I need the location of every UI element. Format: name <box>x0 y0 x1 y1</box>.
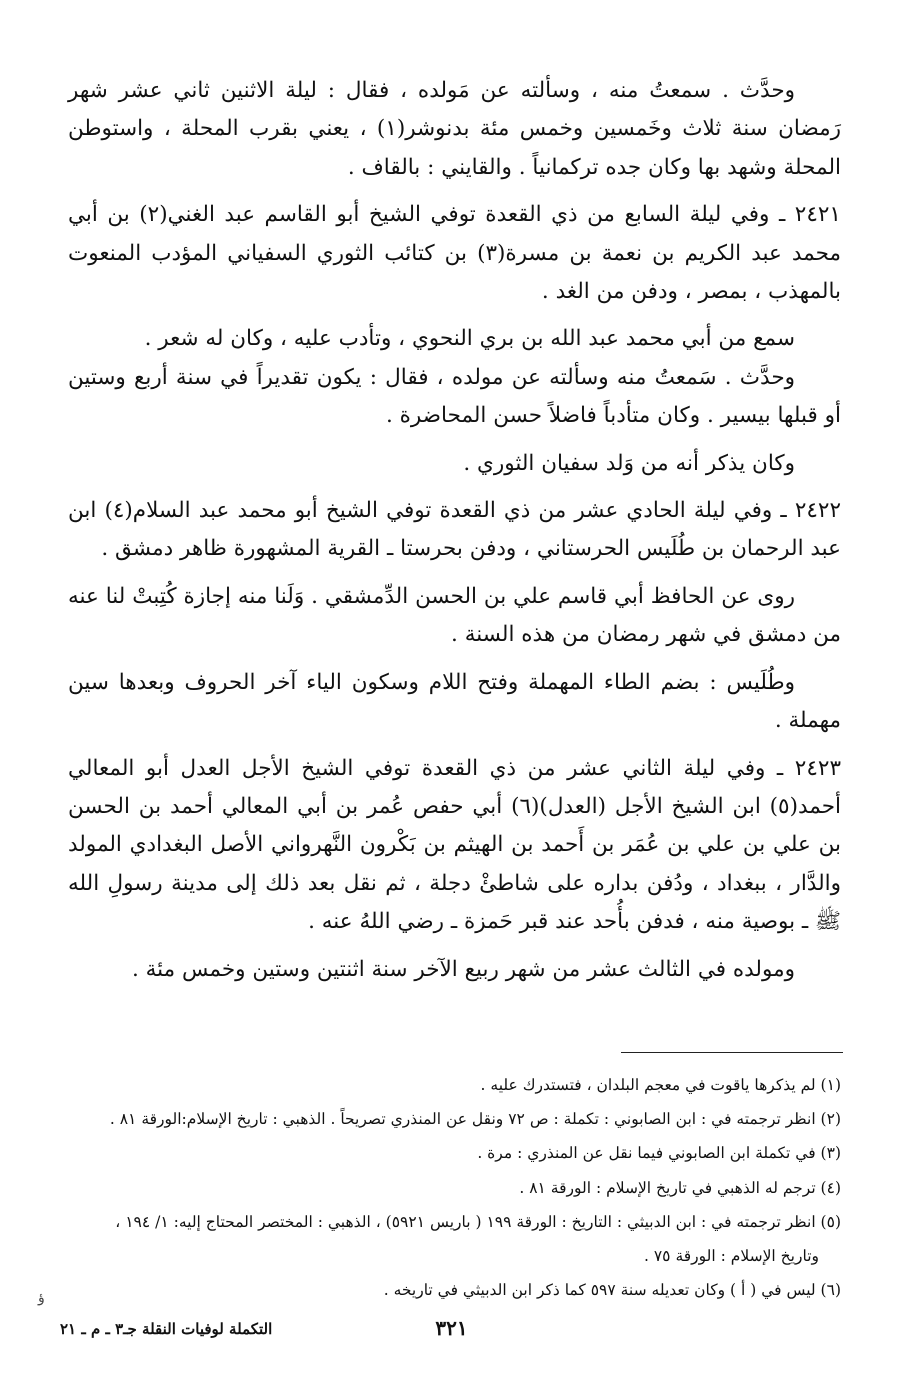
paragraph-2422-narration: روى عن الحافظ أبي قاسم علي بن الحسن الدِّمشقي . وَلَنا منه إجازة كُتِبتْ لنا عنه من دمشق في شهر رمضان من هذه السنة . <box>68 583 841 648</box>
footnote-3: (٣) في تكملة ابن الصابوني فيما نقل عن المنذري : مرة . <box>477 1144 841 1163</box>
main-text <box>68 72 841 998</box>
page-footer <box>60 1318 843 1348</box>
paragraph-continuation: وحدَّث . سمعتُ منه ، وسألته عن مَولده ، فقال : ليلة الاثنين ثاني عشر شهر رَمضان سنة ثلاث وخَمسين وخمس مئة بدنوشر(١) ، يعني بقرب المحلة ، واستوطن المحلة وشهد بها وكان جده تركمانياً . والقايني : بالقاف . <box>68 78 842 180</box>
entry-2422: ٢٤٢٢ ـ وفي ليلة الحادي عشر من ذي القعدة توفي الشيخ أبو محمد عبد السلام(٤) ابن عبد الرحمان بن طُلَيس الحرستاني ، ودفن بحرستا ـ القرية المشهورة ظاهر دمشق . <box>68 498 842 562</box>
footnotes <box>62 1068 841 1307</box>
entry-2421: ٢٤٢١ ـ وفي ليلة السابع من ذي القعدة توفي الشيخ أبو القاسم عبد الغني(٢) بن أبي محمد عبد الكريم بن نعمة بن مسرة(٣) بن كتائب الثوري السفياني المؤدب المنعوت بالمهذب ، بمصر ، ودفن من الغد . <box>68 202 841 305</box>
paragraph-2421-birth: وحدَّث . سَمعتُ منه وسألته عن مولده ، فقال : يكون تقديراً في سنة أربع وستين أو قبلها بيسير . وكان متأدباً فاضلاً حسن المحاضرة . <box>68 364 841 429</box>
footnote-5-continuation: وتاريخ الإسلام : الورقة ٧٥ . <box>644 1247 819 1266</box>
footnote-4: (٤) ترجم له الذهبي في تاريخ الإسلام : الورقة ٨١ . <box>519 1178 841 1197</box>
paragraph-2422-spelling: وطُلَيس : بضم الطاء المهملة وفتح اللام وسكون الياء آخر الحروف وبعدها سين مهملة . <box>68 669 841 734</box>
paragraph-2421-teachers: سمع من أبي محمد عبد الله بن بري النحوي ، وتأدب عليه ، وكان له شعر . <box>144 326 795 352</box>
footnote-separator <box>621 1052 843 1053</box>
running-title: التكملة لوفيات النقلة جـ٣ ـ م ـ ٢١ <box>60 1320 273 1338</box>
margin-mark: ؤ <box>38 1290 45 1306</box>
paragraph-2423-birth: ومولده في الثالث عشر من شهر ربيع الآخر سنة اثنتين وستين وخمس مئة . <box>131 956 795 982</box>
footnote-1: (١) لم يذكرها ياقوت في معجم البلدان ، فتستدرك عليه . <box>480 1076 841 1094</box>
paragraph-2421-lineage: وكان يذكر أنه من وَلد سفيان الثوري . <box>463 450 795 476</box>
footnote-2: (٢) انظر ترجمته في : ابن الصابوني : تكملة : ص ٧٢ ونقل عن المنذري تصريحاً . الذهبي : تاريخ الإسلام:الورقة ٨١ . <box>109 1110 841 1129</box>
page-number: ٣٢١ <box>435 1316 468 1340</box>
footnote-5: (٥) انظر ترجمته في : ابن الدبيثي : التاريخ : الورقة ١٩٩ ( باريس ٥٩٢١) ، الذهبي : المختصر المحتاج إليه: ١/ ١٩٤ ، <box>115 1212 841 1231</box>
footnote-6: (٦) ليس في ( أ ) وكان تعديله سنة ٥٩٧ كما ذكر ابن الدبيثي في تاريخه . <box>383 1281 841 1300</box>
entry-2423: ٢٤٢٣ ـ وفي ليلة الثاني عشر من ذي القعدة توفي الشيخ الأجل العدل أبو المعالي أحمد(٥) ابن الشيخ الأجل (العدل)(٦) أبي حفص عُمر بن أبي المعالي أحمد بن الحسن بن علي بن علي بن عُمَر بن أَحمد بن الهيثم بن بَكْرون النَّهرواني الأصل البغدادي المولد والدَّار ، ببغداد ، ودُفن بداره على شاطئْ دجلة ، ثم نقل بعد ذلك إلى مدينة رسولِ الله ﷺ ـ بوصية منه ، فدفن بأُحد عند قبر حَمزة ـ رضي اللهُ عنه . <box>68 755 841 935</box>
